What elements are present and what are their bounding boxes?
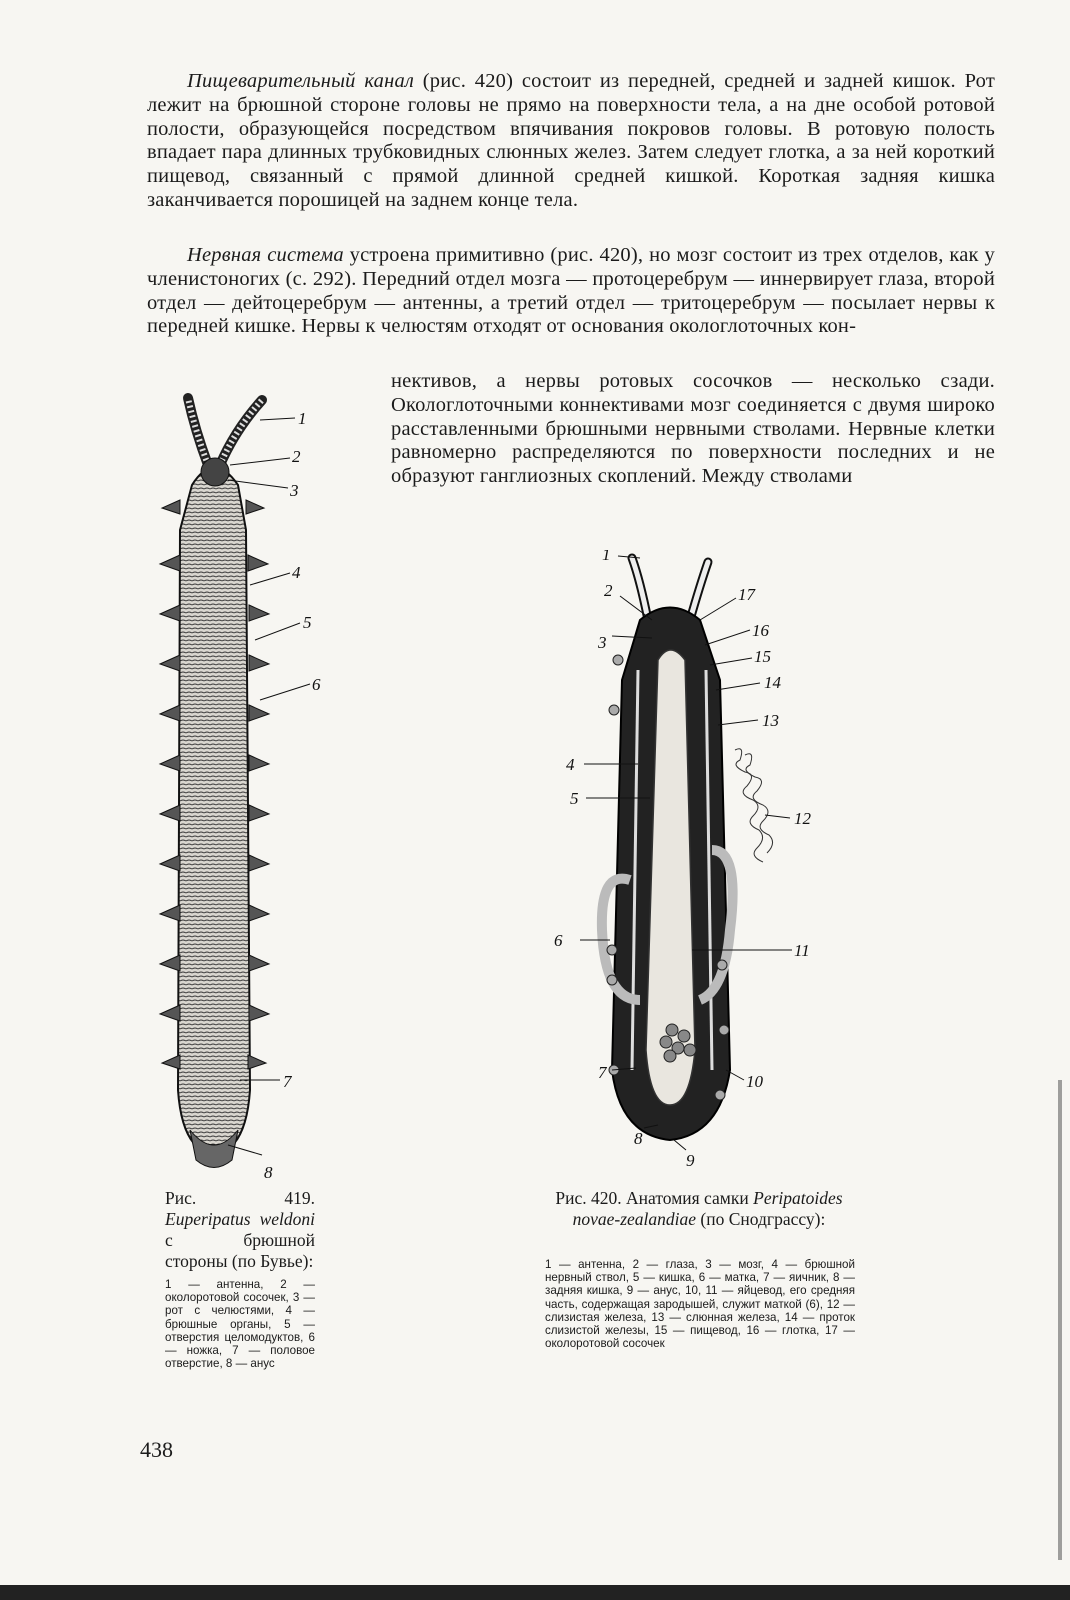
fig420-label-4: 4 — [566, 755, 575, 774]
fig420-label-17: 17 — [738, 585, 755, 604]
paragraph-text: нективов, а нервы ротовых сосочков — несколько сзади. Окологлоточными коннективами мозг соединяется с двумя широко расставленными брюшными нервными стволами. Нервные клетки равномерно распределяются по поверхности последних и не образуют ганглиозных скоплений. Между стволами — [391, 370, 995, 488]
caption-species: Peripatoides novae-zealandiae — [572, 1188, 843, 1229]
fig420-label-11: 11 — [794, 941, 810, 960]
fig419-label-8: 8 — [264, 1163, 273, 1180]
caption-prefix: Рис. 419. — [165, 1188, 315, 1208]
slime-gland — [735, 749, 773, 862]
fig419-label-2: 2 — [292, 447, 301, 466]
fig420-label-1: 1 — [602, 550, 611, 564]
paragraph-digestive-canal — [147, 70, 995, 213]
mouth — [201, 458, 229, 486]
fig419-label-4: 4 — [292, 563, 301, 582]
fig420-label-15: 15 — [754, 647, 771, 666]
figure-420-anatomy-drawing — [540, 550, 860, 1190]
fig420-label-8: 8 — [634, 1129, 643, 1148]
fig420-label-14: 14 — [764, 673, 781, 692]
paragraph-nervous-system-continued — [391, 370, 995, 489]
fig420-label-13: 13 — [762, 711, 779, 730]
fig420-label-12: 12 — [794, 809, 811, 828]
fig420-label-6: 6 — [554, 931, 563, 950]
paragraph-text: устроена примитивно (рис. 420), но мозг состоит из трех отделов, как у членистоногих (с. 292). Передний отдел мозга — протоцеребрум — иннервирует глаза, второй отдел — дейтоцеребрум — антенны, а третий отдел — тритоцеребрум — посылает нервы к передней кишке. Нервы к челюстям отходят от основания окологлоточных кон- — [147, 244, 995, 338]
fig420-label-2: 2 — [604, 581, 613, 600]
term-digestive-canal: Пищеварительный канал — [187, 70, 415, 92]
caption-rest: (по Снодграссу): — [696, 1209, 826, 1229]
caption-prefix: Рис. 420. Анатомия самки — [555, 1188, 754, 1208]
fig420-label-9: 9 — [686, 1151, 695, 1170]
paragraph-text: (рис. 420) состоит из передней, средней и задней кишок. Рот лежит на брюшной стороне головы не прямо на поверхности тела, а на дне особой ротовой полости, образующейся посредством впячивания покровов головы. В ротовую полость впадает пара длинных трубковидных слюнных желез. Затем следует глотка, а за ней короткий пищевод, связанный с прямой длинной средней кишкой. Короткая задняя кишка заканчивается порошицей на заднем конце тела. — [147, 70, 995, 211]
fig419-label-6: 6 — [312, 675, 321, 694]
fig419-label-5: 5 — [303, 613, 312, 632]
fig420-label-3: 3 — [598, 633, 607, 652]
fig420-label-7: 7 — [598, 1063, 607, 1082]
figure-419-caption — [165, 1188, 315, 1272]
caption-species: Euperipatus weldoni — [165, 1209, 315, 1229]
figure-420-caption — [545, 1188, 853, 1230]
term-nervous-system: Нервная система — [187, 244, 344, 266]
body-outline — [178, 468, 250, 1156]
fig419-label-1: 1 — [298, 409, 307, 428]
fig419-label-7: 7 — [283, 1072, 292, 1091]
figure-420-legend: 1 — антенна, 2 — глаза, 3 — мозг, 4 — брюшной нервный ствол, 5 — кишка, 6 — матка, 7 — яичник, 8 — задняя кишка, 9 — анус, 10, 11 — яйцевод, его средняя часть, содержащая зародышей, служит маткой (6), 12 — слизистая железа, 13 — слюнная железа, 14 — проток слизистой железы, 15 — пищевод, 16 — глотка, 17 — околоротовой сосочек — [545, 1258, 855, 1351]
fig420-label-10: 10 — [746, 1072, 763, 1091]
fig420-label-5: 5 — [570, 789, 579, 808]
figure-419-legend: 1 — антенна, 2 — околоротовой сосочек, 3 — рот с челюстями, 4 — брюшные органы, 5 — отверстия целомодуктов, 6 — ножка, 7 — половое отверстие, 8 — анус — [165, 1278, 315, 1371]
paragraph-nervous-system — [147, 244, 995, 339]
page-number: 438 — [140, 1437, 173, 1462]
fig419-label-3: 3 — [290, 481, 299, 500]
figure-419-euperipatus-drawing — [150, 390, 340, 1180]
scan-margin-shadow — [1058, 1080, 1062, 1560]
fig420-label-16: 16 — [752, 621, 769, 640]
caption-rest: с брюшной стороны (по Бувье): — [165, 1230, 315, 1271]
scan-bottom-edge — [0, 1585, 1070, 1600]
